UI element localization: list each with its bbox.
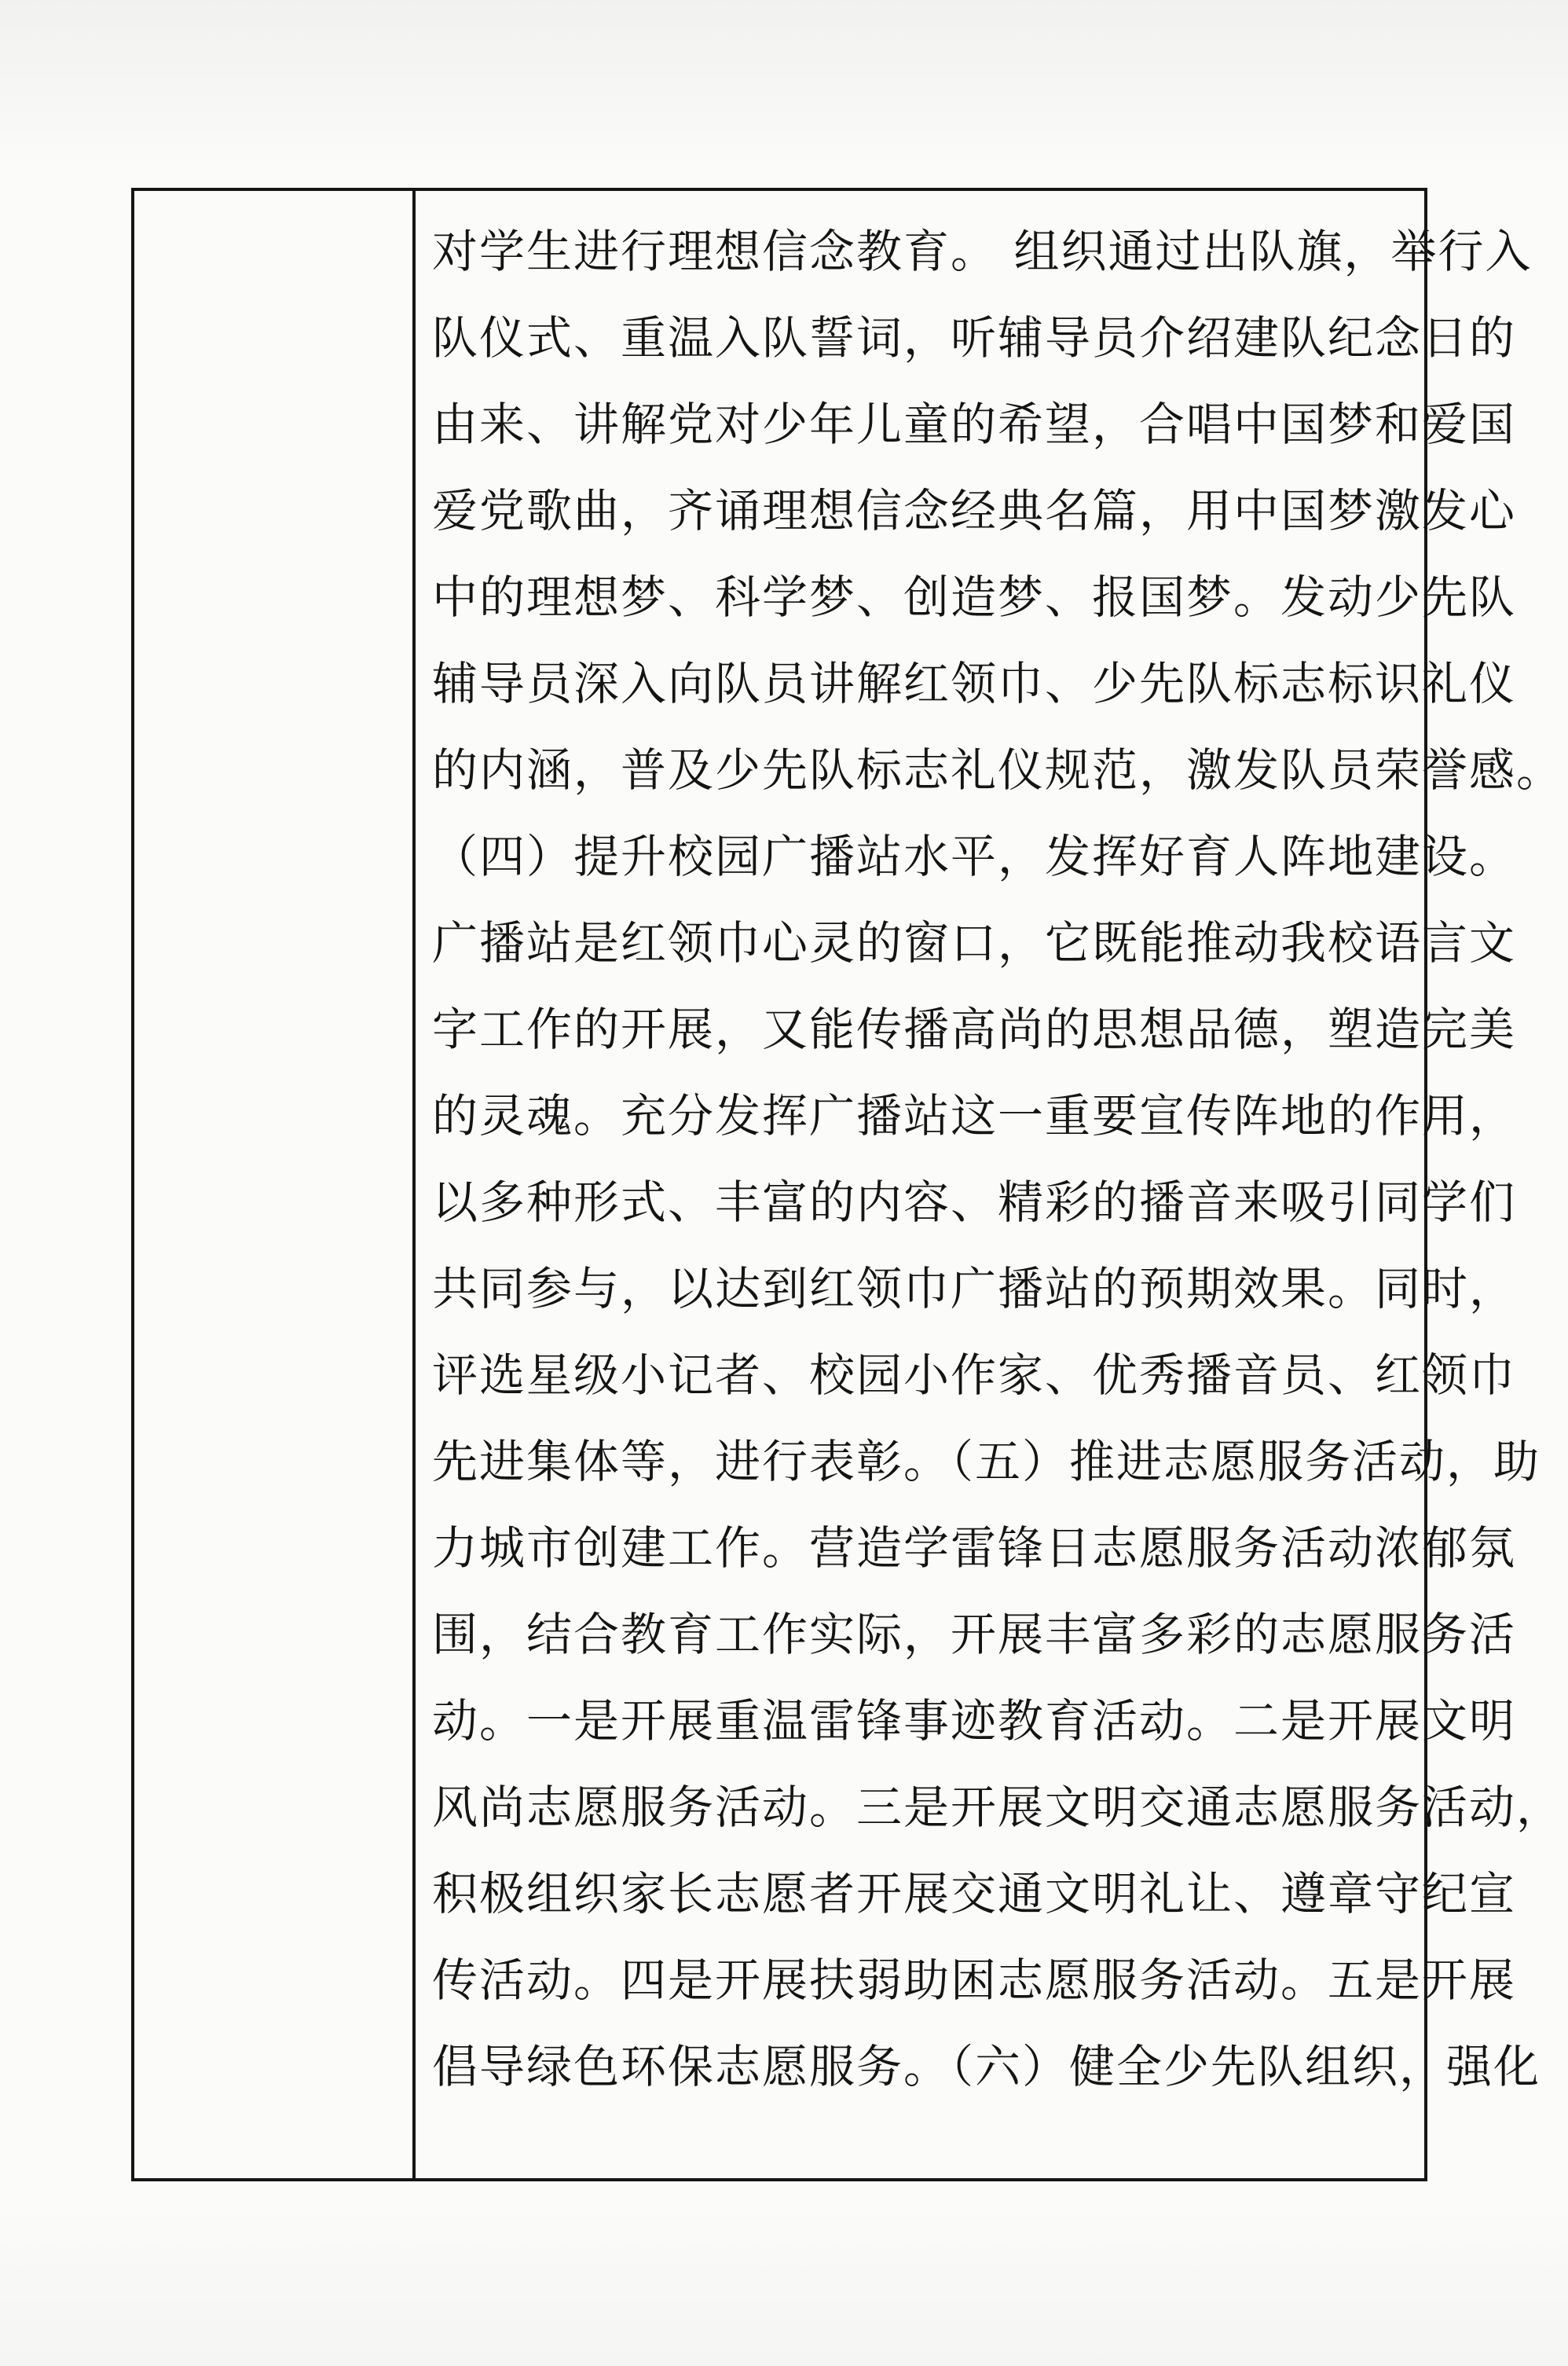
text-line: 广播站是红领巾心灵的窗口，它既能推动我校语言文 <box>432 916 1517 970</box>
text-line: 先进集体等，进行表彰。（五）推进志愿服务活动，助 <box>432 1435 1541 1488</box>
text-line: 爱党歌曲，齐诵理想信念经典名篇，用中国梦激发心 <box>432 484 1517 537</box>
text-line: （四）提升校园广播站水平，发挥好育人阵地建设。 <box>432 830 1517 883</box>
text-line: 辅导员深入向队员讲解红领巾、少先队标志标识礼仪 <box>432 657 1517 710</box>
text-line: 由来、讲解党对少年儿童的希望，合唱中国梦和爱国 <box>432 398 1517 451</box>
text-line: 围，结合教育工作实际，开展丰富多彩的志愿服务活 <box>432 1608 1517 1661</box>
text-line: 队仪式、重温入队誓词，听辅导员介绍建队纪念日的 <box>432 311 1517 365</box>
text-line: 风尚志愿服务活动。三是开展文明交通志愿服务活动， <box>432 1781 1564 1834</box>
right-cell <box>416 191 1564 2178</box>
text-line: 共同参与，以达到红领巾广播站的预期效果。同时， <box>432 1262 1517 1315</box>
text-line: 动。一是开展重温雷锋事迹教育活动。二是开展文明 <box>432 1694 1517 1748</box>
text-line: 以多种形式、丰富的内容、精彩的播音来吸引同学们 <box>432 1176 1517 1229</box>
text-line: 评选星级小记者、校园小作家、优秀播音员、红领巾 <box>432 1348 1517 1402</box>
text-line: 的灵魂。充分发挥广播站这一重要宣传阵地的作用， <box>432 1089 1517 1143</box>
text-line: 的内涵，普及少先队标志礼仪规范，激发队员荣誉感。 <box>432 743 1564 797</box>
form-table <box>131 188 1564 2181</box>
text-line: 传活动。四是开展扶弱助困志愿服务活动。五是开展 <box>432 1953 1517 2007</box>
text-line: 力城市创建工作。营造学雷锋日志愿服务活动浓郁氛 <box>432 1521 1517 1575</box>
body-text <box>432 208 1564 2110</box>
text-line: 倡导绿色环保志愿服务。（六）健全少先队组织，强化 <box>432 2040 1541 2093</box>
left-cell <box>134 191 416 2178</box>
text-line: 积极组织家长志愿者开展交通文明礼让、遵章守纪宣 <box>432 1867 1517 1920</box>
text-line: 中的理想梦、科学梦、创造梦、报国梦。发动少先队 <box>432 570 1517 624</box>
text-line: 字工作的开展，又能传播高尚的思想品德，塑造完美 <box>432 1003 1517 1056</box>
text-line: 对学生进行理想信念教育。 组织通过出队旗，举行入 <box>432 225 1533 278</box>
